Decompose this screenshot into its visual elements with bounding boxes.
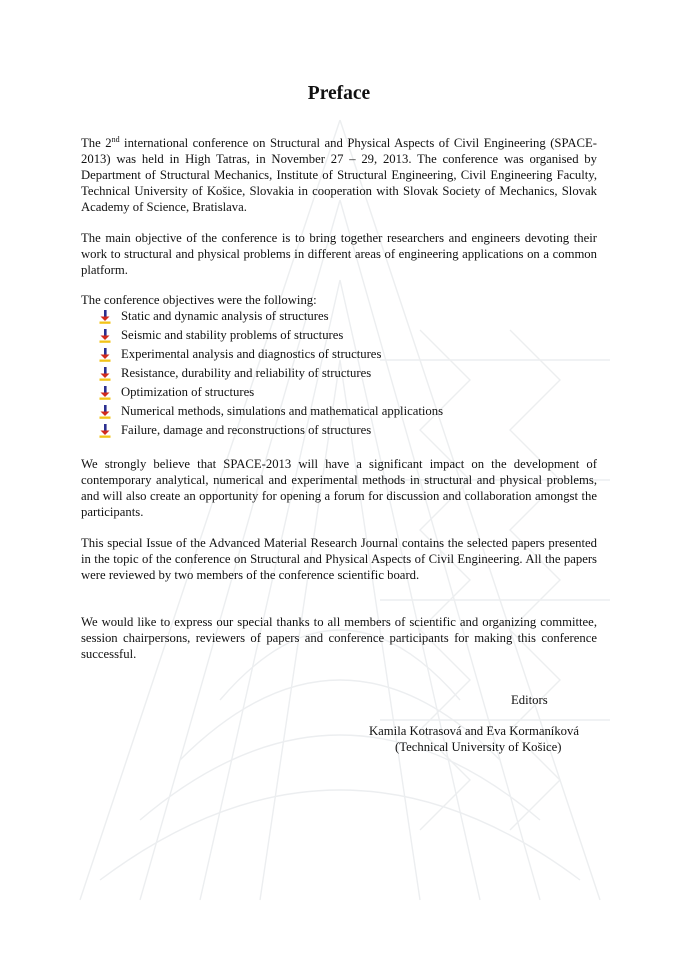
list-item <box>99 345 443 364</box>
editor-names: Kamila Kotrasová and Eva Kormaníková <box>369 724 579 738</box>
arrow-bullet-icon <box>99 329 111 343</box>
objective-text: Numerical methods, simulations and mathematical applications <box>121 404 444 418</box>
objectives-intro: The conference objectives were the following: <box>81 293 317 307</box>
arrow-bullet-icon <box>99 424 111 438</box>
intro-lead: The 2 <box>81 136 112 150</box>
page-title: Preface <box>307 83 371 104</box>
objective-text: Static and dynamic analysis of structures <box>121 309 329 323</box>
objective-text: Optimization of structures <box>121 385 255 399</box>
list-item <box>99 326 443 345</box>
objectives-list <box>99 307 443 440</box>
arrow-bullet-icon <box>99 367 111 381</box>
paragraph-special-issue: This special Issue of the Advanced Material Research Journal contains the selected papers presented in the topic of the conference on Structural and Physical Aspects of Civil Engineering. All the papers were reviewed by two members of the conference scientific board. <box>81 536 597 582</box>
editor-affiliation: (Technical University of Košice) <box>395 740 562 754</box>
list-item <box>99 364 443 383</box>
paragraph-thanks: We would like to express our special thanks to all members of scientific and organizing committee, session chairpersons, reviewers of papers and conference participants for making this conference successful. <box>81 615 597 661</box>
objective-text: Resistance, durability and reliability of structures <box>121 366 372 380</box>
paragraph-conference-intro <box>81 135 597 215</box>
list-item <box>99 402 443 421</box>
intro-rest: international conference on Structural and Physical Aspects of Civil Engineering (SPACE-2013) was held in High Tatras, in November 27 – 29, 2013. The conference was organised by Department of Structural Mechanics, Institute of Structural Engineering, Civil Engineering Faculty, Technical University of Košice, Slovakia in cooperation with Slovak Society of Mechanics, Slovak Academy of Science, Bratislava. <box>81 136 597 214</box>
paragraph-main-objective: The main objective of the conference is to bring together researchers and engineers devoting their work to structural and physical problems in different areas of engineering applications on a common platform. <box>81 231 597 277</box>
objective-text: Seismic and stability problems of structures <box>121 328 344 342</box>
list-item <box>99 307 443 326</box>
list-item <box>99 383 443 402</box>
ordinal-superscript: nd <box>111 135 120 144</box>
arrow-bullet-icon <box>99 386 111 400</box>
paragraph-impact: We strongly believe that SPACE-2013 will have a significant impact on the development of contemporary analytical, numerical and experimental methods in structural and physical problems, and will also create an opportunity for opening a forum for discussion and collaboration amongst the participants. <box>81 457 597 519</box>
arrow-bullet-icon <box>99 310 111 324</box>
arrow-bullet-icon <box>99 348 111 362</box>
objective-text: Experimental analysis and diagnostics of structures <box>121 347 382 361</box>
objective-text: Failure, damage and reconstructions of structures <box>121 423 372 437</box>
arrow-bullet-icon <box>99 405 111 419</box>
list-item <box>99 421 443 440</box>
signature-label: Editors <box>511 693 548 707</box>
